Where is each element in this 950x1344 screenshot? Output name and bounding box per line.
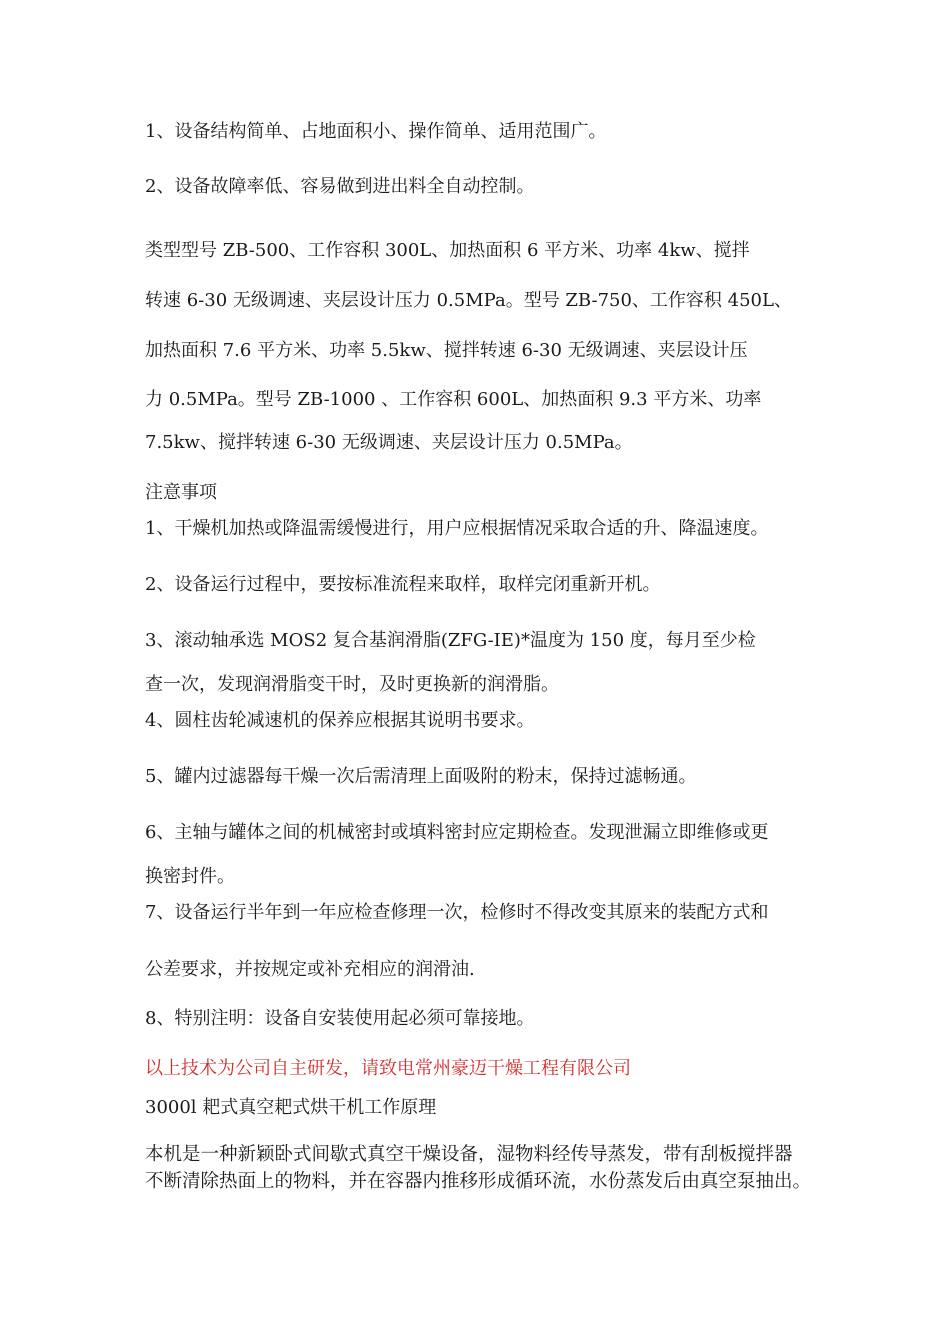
note-line-3: 3、滚动轴承选 MOS2 复合基润滑脂(ZFG-IE)*温度为 150 度，每月至少检	[145, 630, 756, 651]
feature-line-2: 2、设备故障率低、容易做到进出料全自动控制。	[145, 176, 535, 197]
principle-line-1: 本机是一种新颖卧式间歇式真空干燥设备，湿物料经传导蒸发，带有刮板搅拌器	[145, 1144, 793, 1165]
note-line-4: 查一次，发现润滑脂变干时，及时更换新的润滑脂。	[145, 674, 559, 695]
spec-line-3: 加热面积 7.6 平方米、功率 5.5kw、搅拌转速 6-30 无级调速、夹层设计压	[145, 340, 748, 361]
principle-line-2: 不断清除热面上的物料，并在容器内推移形成循环流，水份蒸发后由真空泵抽出。	[145, 1171, 812, 1192]
note-line-8: 换密封件。	[145, 866, 235, 887]
note-line-10: 公差要求，并按规定或补充相应的润滑油.	[145, 959, 475, 980]
contact-notice: 以上技术为公司自主研发，请致电常州豪迈干燥工程有限公司	[145, 1058, 631, 1079]
feature-line-1: 1、设备结构简单、占地面积小、操作简单、适用范围广。	[145, 121, 607, 142]
note-line-5: 4、圆柱齿轮减速机的保养应根据其说明书要求。	[145, 710, 535, 731]
note-line-11: 8、特别注明：设备自安装使用起必须可靠接地。	[145, 1008, 535, 1029]
note-line-6: 5、罐内过滤器每干燥一次后需清理上面吸附的粉末，保持过滤畅通。	[145, 766, 697, 787]
spec-line-2: 转速 6-30 无级调速、夹层设计压力 0.5MPa。型号 ZB-750、工作容积 450L、	[145, 290, 792, 311]
spec-line-4: 力 0.5MPa。型号 ZB-1000 、工作容积 600L、加热面积 9.3 平方米、功率	[145, 389, 762, 410]
note-line-1: 1、干燥机加热或降温需缓慢进行，用户应根据情况采取合适的升、降温速度。	[145, 518, 769, 539]
section-title: 3000l 耙式真空耙式烘干机工作原理	[145, 1097, 437, 1118]
notes-heading: 注意事项	[145, 482, 217, 503]
note-line-7: 6、主轴与罐体之间的机械密封或填料密封应定期检查。发现泄漏立即维修或更	[145, 822, 769, 843]
note-line-2: 2、设备运行过程中，要按标准流程来取样，取样完闭重新开机。	[145, 574, 661, 595]
spec-line-1: 类型型号 ZB-500、工作容积 300L、加热面积 6 平方米、功率 4kw、搅拌	[145, 240, 750, 261]
spec-line-5: 7.5kw、搅拌转速 6-30 无级调速、夹层设计压力 0.5MPa。	[145, 432, 633, 453]
note-line-9: 7、设备运行半年到一年应检查修理一次，检修时不得改变其原来的装配方式和	[145, 902, 769, 923]
